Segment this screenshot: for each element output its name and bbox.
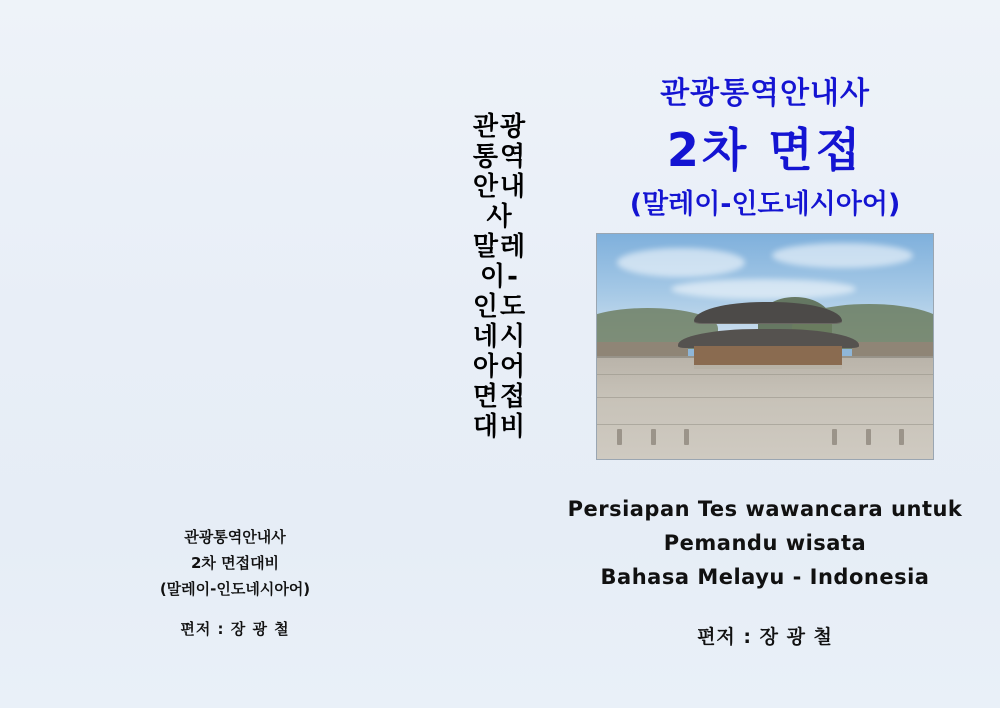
front-title-line-1: 관광통역안내사 [660, 76, 870, 111]
photo-plaza-line [597, 374, 933, 375]
front-subtitle-line-3: Bahasa Melayu - Indonesia [600, 565, 930, 589]
photo-plaza-line [597, 397, 933, 398]
front-cover-panel [530, 0, 1000, 708]
back-cover-line-1: 관광통역안내사 [184, 528, 286, 546]
photo-cloud [772, 243, 913, 268]
front-cover-author: 편저 : 장 광 철 [697, 626, 833, 648]
back-cover-line-2: 2차 면접대비 [190, 554, 280, 572]
back-cover-panel [0, 0, 470, 708]
cover-photo [596, 233, 934, 460]
photo-stone-post [832, 429, 837, 445]
front-subtitle-line-1: Persiapan Tes wawancara untuk [567, 497, 963, 521]
photo-plaza-ground [597, 356, 933, 460]
photo-stone-post [651, 429, 656, 445]
photo-hall-base [694, 365, 842, 368]
photo-stone-post [684, 429, 689, 445]
back-cover-author: 편저 : 장 광 철 [180, 620, 290, 638]
back-cover-line-3: (말레이-인도네시아어) [159, 580, 311, 598]
book-spine [470, 0, 530, 708]
back-cover-text-block [0, 524, 470, 602]
front-subtitle-block [530, 492, 1000, 594]
photo-roof-upper [694, 302, 842, 323]
front-title-line-2: 2차 면접 [666, 123, 864, 177]
photo-cloud [671, 279, 856, 299]
photo-hall-body [694, 346, 842, 366]
photo-stone-post [617, 429, 622, 445]
spine-title: 관광통역안내사 말레이-인도네시아어 면접 대비 [472, 112, 528, 442]
photo-stone-post [899, 429, 904, 445]
photo-plaza-line [597, 424, 933, 425]
photo-cloud [617, 248, 745, 277]
front-subtitle-line-2: Pemandu wisata [663, 531, 867, 555]
front-title-line-3: (말레이-인도네시아어) [629, 189, 901, 220]
photo-stone-post [866, 429, 871, 445]
photo-palace-hall [684, 302, 852, 365]
